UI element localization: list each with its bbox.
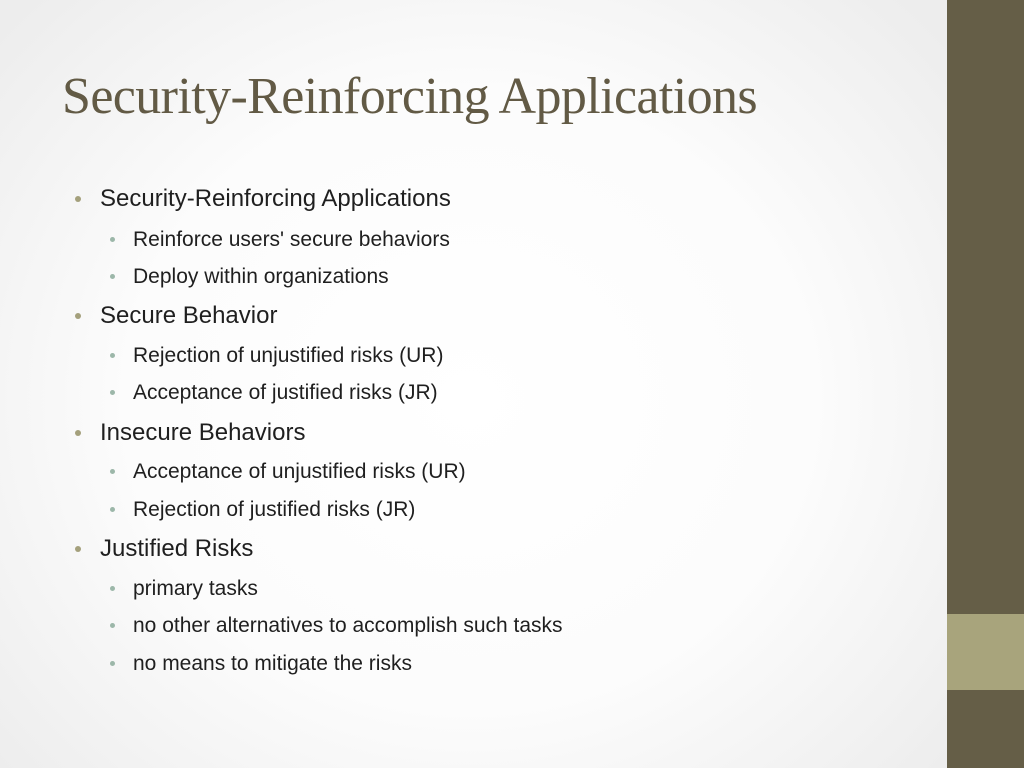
bullet-dot-icon — [75, 430, 81, 436]
sub-bullet-item — [133, 458, 466, 485]
sub-bullet-label: Deploy within organizations — [133, 265, 389, 288]
sidebar-accent-block — [947, 614, 1024, 690]
sub-bullet-item — [133, 263, 389, 290]
bullet-dot-icon — [110, 274, 115, 279]
sub-bullet-label: primary tasks — [133, 577, 258, 600]
bullet-dot-icon — [110, 469, 115, 474]
bullet-item-insecure-behaviors — [100, 418, 305, 448]
bullet-dot-icon — [110, 353, 115, 358]
sub-bullet-item — [133, 650, 412, 677]
sub-bullet-label: no other alternatives to accomplish such tasks — [133, 614, 563, 637]
sub-bullet-label: Rejection of unjustified risks (UR) — [133, 344, 444, 367]
sub-bullet-item — [133, 226, 450, 253]
bullet-dot-icon — [75, 196, 81, 202]
bullet-dot-icon — [110, 661, 115, 666]
sub-bullet-item — [133, 379, 438, 406]
sub-bullet-label: Reinforce users' secure behaviors — [133, 228, 450, 251]
bullet-dot-icon — [110, 507, 115, 512]
bullet-label: Insecure Behaviors — [100, 419, 306, 446]
sub-bullet-item — [133, 612, 563, 639]
sub-bullet-label: no means to mitigate the risks — [133, 652, 412, 675]
bullet-item-security-reinforcing-applications — [100, 184, 451, 214]
sub-bullet-label: Rejection of justified risks (JR) — [133, 498, 416, 521]
sub-bullet-item — [133, 575, 258, 602]
bullet-dot-icon — [75, 313, 81, 319]
sub-bullet-label: Acceptance of unjustified risks (UR) — [133, 460, 466, 483]
bullet-dot-icon — [110, 586, 115, 591]
sub-bullet-item — [133, 496, 415, 523]
bullet-dot-icon — [110, 237, 115, 242]
bullet-dot-icon — [110, 390, 115, 395]
sub-bullet-item — [133, 342, 443, 369]
slide-title: Security-Reinforcing Applications — [62, 68, 758, 125]
bullet-label: Security-Reinforcing Applications — [100, 185, 451, 212]
sub-bullet-label: Acceptance of justified risks (JR) — [133, 381, 438, 404]
bullet-dot-icon — [110, 623, 115, 628]
bullet-label: Secure Behavior — [100, 302, 278, 329]
bullet-item-secure-behavior — [100, 301, 277, 331]
bullet-label: Justified Risks — [100, 535, 254, 562]
bullet-dot-icon — [75, 546, 81, 552]
bullet-item-justified-risks — [100, 534, 253, 564]
